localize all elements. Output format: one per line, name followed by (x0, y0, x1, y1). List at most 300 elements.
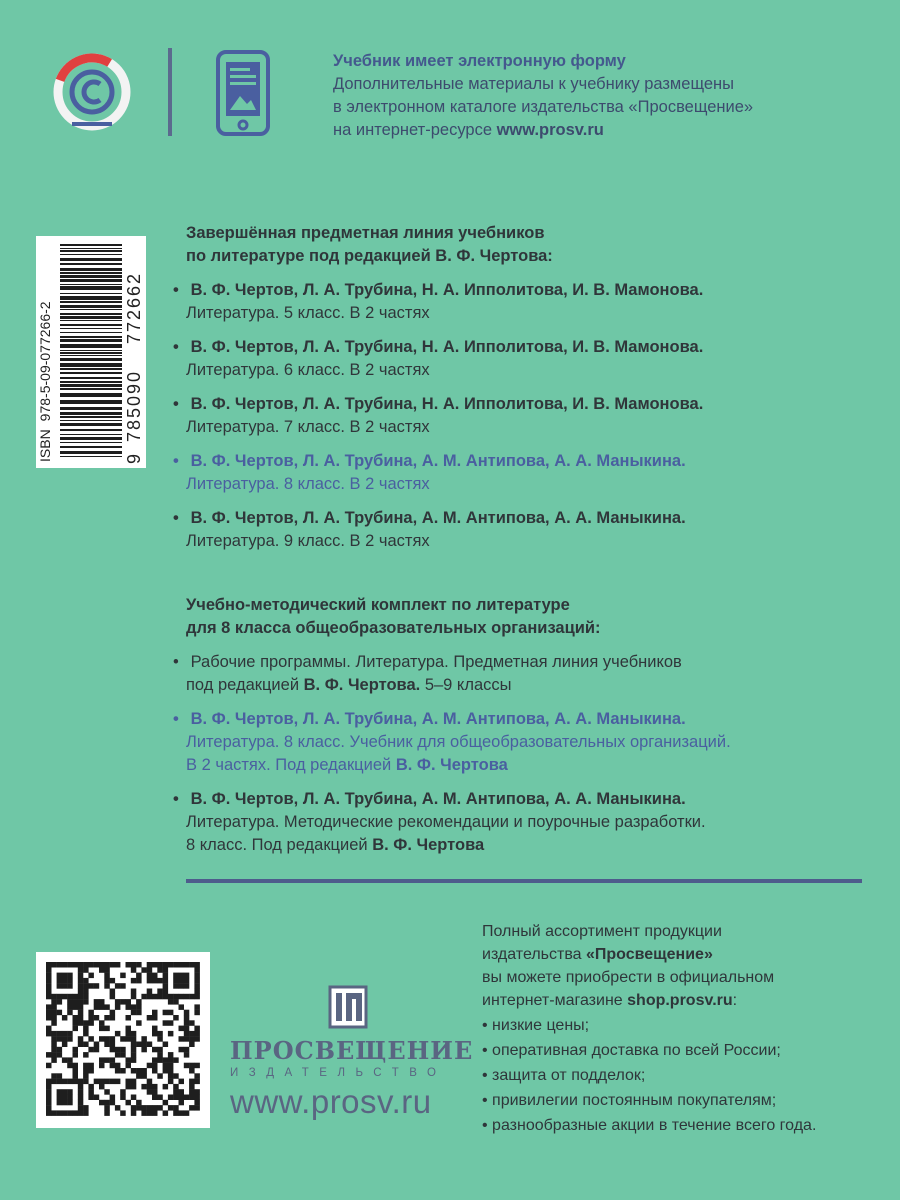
qr-cell (57, 1047, 63, 1053)
qr-cell (173, 1084, 179, 1090)
qr-cell (131, 962, 137, 968)
qr-cell (163, 1063, 169, 1069)
qr-cell (131, 978, 137, 984)
qr-cell (184, 1015, 190, 1021)
qr-cell (62, 1036, 68, 1042)
qr-cell (157, 1047, 163, 1053)
qr-cell (184, 983, 190, 989)
qr-cell (88, 1020, 94, 1026)
qr-cell (99, 1084, 105, 1090)
qr-cell (179, 1004, 185, 1010)
brand-name: ПРОСВЕЩЕНИЕ (230, 1036, 474, 1065)
qr-cell (78, 1105, 84, 1111)
qr-cell (120, 1047, 126, 1053)
qr-cell (78, 1110, 84, 1116)
item-line: 8 класс. Под редакцией (186, 836, 373, 854)
qr-cell (99, 1057, 105, 1063)
qr-cell (179, 978, 185, 984)
qr-cell (110, 1063, 116, 1069)
qr-cell (57, 1095, 63, 1101)
qr-cell (184, 973, 190, 979)
isbn-label: ISBN (37, 429, 53, 462)
qr-cell (120, 973, 126, 979)
qr-cell (126, 1063, 132, 1069)
item-title: Литература. 7 класс. В 2 частях (186, 418, 430, 436)
eform-line1: Дополнительные материалы к учебнику размещены (333, 75, 734, 93)
qr-cell (88, 1010, 94, 1016)
item-title: Литература. 9 класс. В 2 частях (186, 532, 430, 550)
teaching-kit-section (173, 594, 886, 857)
qr-cell (51, 1010, 57, 1016)
qr-cell (62, 1015, 68, 1021)
list-item: • защита от подделок; (482, 1064, 882, 1087)
qr-cell (99, 1026, 105, 1032)
qr-cell (189, 1079, 195, 1085)
qr-cell (194, 1073, 200, 1079)
qr-cell (120, 1052, 126, 1058)
qr-cell (51, 1047, 57, 1053)
barcode-bar (60, 305, 122, 308)
qr-cell (104, 1015, 110, 1021)
shop-line2 (482, 943, 882, 966)
item-line: Литература. 8 класс. Учебник для общеобразовательных организаций. (186, 733, 731, 751)
qr-cell (88, 1047, 94, 1053)
qr-cell (46, 1084, 52, 1090)
electronic-form-notice (333, 50, 873, 142)
qr-cell (57, 994, 63, 1000)
qr-cell (46, 1105, 52, 1111)
barcode-bar (60, 250, 122, 252)
qr-cell (94, 1095, 100, 1101)
qr-cell (173, 1110, 179, 1116)
qr-cell (120, 1089, 126, 1095)
qr-cell (157, 994, 163, 1000)
brand-url[interactable]: www.prosv.ru (230, 1083, 432, 1120)
qr-cell (189, 1084, 195, 1090)
qr-cell (46, 1026, 52, 1032)
qr-cell (83, 994, 89, 1000)
qr-cell (115, 999, 121, 1005)
barcode-bar (60, 254, 122, 255)
qr-cell (131, 1010, 137, 1016)
qr-cell (110, 1047, 116, 1053)
qr-cell (147, 1105, 153, 1111)
eform-title: Учебник имеет электронную форму (333, 52, 626, 70)
eform-line3-text: на интернет-ресурсе (333, 121, 497, 139)
qr-cell (78, 973, 84, 979)
qr-cell (136, 1042, 142, 1048)
qr-cell (62, 1089, 68, 1095)
qr-cell (147, 962, 153, 968)
qr-cell (83, 1026, 89, 1032)
qr-cell (57, 978, 63, 984)
barcode-bar (60, 456, 122, 457)
barcode-bar (60, 336, 122, 338)
qr-cell (179, 983, 185, 989)
qr-cell (168, 1105, 174, 1111)
qr-cell (51, 994, 57, 1000)
qr-cell (62, 978, 68, 984)
qr-cell (194, 962, 200, 968)
qr-cell (168, 1052, 174, 1058)
qr-cell (115, 962, 121, 968)
qr-cell (115, 1079, 121, 1085)
qr-cell (62, 994, 68, 1000)
qr-cell (57, 1031, 63, 1037)
eform-line2: в электронном каталоге издательства «Просвещение» (333, 98, 754, 116)
qr-cell (131, 1057, 137, 1063)
qr-cell (67, 962, 73, 968)
list-item: • В. Ф. Чертов, Л. А. Трубина, А. М. Антипова, А. А. Маныкина. Литература. 9 класс. В 2 частях (186, 507, 886, 553)
list-item: • В. Ф. Чертов, Л. А. Трубина, А. М. Антипова, А. А. Маныкина. Литература. Методические рекомендации и поурочные разработки. 8 класс. Под редакцией В. Ф. Чертова (186, 788, 886, 857)
qr-cell (46, 1095, 52, 1101)
qr-cell (126, 1057, 132, 1063)
qr-cell (57, 962, 63, 968)
barcode-bar (60, 316, 122, 319)
qr-cell (62, 983, 68, 989)
barcode-bar (60, 324, 122, 326)
qr-cell (99, 967, 105, 973)
qr-cell (189, 1031, 195, 1037)
qr-cell (152, 1015, 158, 1021)
qr-cell (179, 1089, 185, 1095)
qr-cell (147, 967, 153, 973)
qr-cell (179, 1110, 185, 1116)
qr-cell (131, 1052, 137, 1058)
item-authors: В. Ф. Чертов, Л. А. Трубина, А. М. Антипова, А. А. Маныкина. (190, 790, 686, 808)
qr-cell (189, 1020, 195, 1026)
qr-cell (94, 1042, 100, 1048)
qr-cell (78, 994, 84, 1000)
qr-cell (120, 1110, 126, 1116)
qr-cell (152, 973, 158, 979)
qr-cell (78, 983, 84, 989)
qr-cell (115, 1031, 121, 1037)
qr-cell (157, 967, 163, 973)
qr-cell (189, 962, 195, 968)
qr-cell (57, 1036, 63, 1042)
qr-cell (83, 989, 89, 995)
qr-cell (104, 1026, 110, 1032)
qr-cell (57, 1010, 63, 1016)
item-editor: В. Ф. Чертова. (303, 676, 421, 694)
barcode-bar (60, 275, 122, 278)
qr-cell (163, 1110, 169, 1116)
qr-cell (73, 1110, 79, 1116)
list-item: • оперативная доставка по всей России; (482, 1039, 882, 1062)
qr-cell (194, 973, 200, 979)
barcode-bar (60, 332, 122, 333)
qr-cell (67, 1036, 73, 1042)
qr-cell (163, 962, 169, 968)
qr-cell (168, 1020, 174, 1026)
qr-cell (46, 1110, 52, 1116)
qr-cell (184, 1026, 190, 1032)
qr-cell (152, 1110, 158, 1116)
qr-cell (194, 1036, 200, 1042)
shop-url[interactable]: shop.prosv.ru (627, 992, 733, 1009)
isbn-barcode (36, 236, 146, 468)
qr-cell (62, 1057, 68, 1063)
qr-cell (104, 1036, 110, 1042)
qr-cell (78, 1042, 84, 1048)
barcode-bar (60, 309, 122, 310)
qr-cell (184, 1010, 190, 1016)
qr-cell (141, 1047, 147, 1053)
qr-cell (136, 1100, 142, 1106)
qr-cell (194, 1089, 200, 1095)
qr-cell (147, 1042, 153, 1048)
qr-cell (163, 989, 169, 995)
barcode-bar (60, 268, 122, 271)
qr-cell (147, 994, 153, 1000)
qr-cell (104, 962, 110, 968)
isbn-number: 978-5-09-077266-2 (37, 301, 53, 422)
barcode-bar (60, 388, 122, 390)
barcode-bar (60, 412, 122, 415)
qr-cell (99, 1079, 105, 1085)
qr-cell (46, 967, 52, 973)
qr-cell (104, 1057, 110, 1063)
qr-cell (179, 1095, 185, 1101)
qr-cell (104, 1089, 110, 1095)
qr-cell (67, 1004, 73, 1010)
qr-cell (120, 999, 126, 1005)
qr-cell (184, 1095, 190, 1101)
qr-cell (83, 983, 89, 989)
qr-cell (57, 999, 63, 1005)
item-line: Литература. Методические рекомендации и поурочные разработки. (186, 813, 706, 831)
qr-cell (189, 1089, 195, 1095)
qr-cell (147, 973, 153, 979)
qr-cell (67, 973, 73, 979)
qr-cell (110, 1010, 116, 1016)
barcode-bar (60, 352, 122, 354)
qr-cell (57, 1089, 63, 1095)
qr-cell (83, 1105, 89, 1111)
qr-cell (51, 1057, 57, 1063)
barcode-bar (60, 363, 122, 367)
qr-cell (104, 983, 110, 989)
shop-info (482, 920, 882, 1139)
qr-cell (131, 1036, 137, 1042)
qr-cell (131, 1042, 137, 1048)
qr-cell (67, 1095, 73, 1101)
item-title: Литература. 6 класс. В 2 частях (186, 361, 430, 379)
qr-cell (120, 983, 126, 989)
qr-cell (173, 983, 179, 989)
barcode-digits-group2: 772662 (124, 271, 144, 344)
barcode-bar (60, 358, 122, 361)
qr-cell (131, 1084, 137, 1090)
qr-cell (110, 1036, 116, 1042)
qr-cell (152, 1063, 158, 1069)
qr-cell (88, 983, 94, 989)
qr-cell (126, 1026, 132, 1032)
qr-cell (57, 1073, 63, 1079)
list-item: • Рабочие программы. Литература. Предметная линия учебников под редакцией В. Ф. Чертова. 5–9 классы (173, 653, 682, 694)
qr-cell (157, 1036, 163, 1042)
item-line: под редакцией (186, 676, 304, 694)
qr-cell (168, 1010, 174, 1016)
barcode-bar (60, 423, 122, 426)
qr-cell (51, 962, 57, 968)
qr-cell (99, 1100, 105, 1106)
qr-cell (189, 1063, 195, 1069)
qr-cell (194, 978, 200, 984)
qr-cell (73, 1068, 79, 1074)
barcode-bar (60, 350, 122, 351)
qr-cell (115, 1004, 121, 1010)
item-line: В 2 частях. Под редакцией (186, 756, 396, 774)
qr-cell (110, 1015, 116, 1021)
qr-cell (88, 1063, 94, 1069)
qr-cell (46, 1063, 52, 1069)
qr-cell (168, 1057, 174, 1063)
qr-cell (163, 994, 169, 1000)
qr-cell (168, 962, 174, 968)
qr-cell (184, 1063, 190, 1069)
section1-title-line1: Завершённая предметная линия учебников (186, 224, 545, 242)
qr-cell (184, 1047, 190, 1053)
isbn-text (37, 301, 53, 462)
qr-cell (152, 1010, 158, 1016)
brand-subtitle: ИЗДАТЕЛЬСТВО (230, 1067, 447, 1079)
qr-cell (168, 1079, 174, 1085)
qr-cell (88, 962, 94, 968)
qr-cell (83, 1073, 89, 1079)
qr-cell (51, 1031, 57, 1037)
qr-cell (179, 962, 185, 968)
qr-cell (78, 962, 84, 968)
qr-cell (152, 1089, 158, 1095)
qr-cell (78, 1100, 84, 1106)
barcode-bar (60, 355, 122, 356)
qr-cell (179, 1026, 185, 1032)
barcode-bar (60, 429, 122, 431)
eform-url[interactable]: www.prosv.ru (496, 121, 604, 139)
qr-cell (73, 1004, 79, 1010)
qr-cell (110, 994, 116, 1000)
qr-cell (147, 1110, 153, 1116)
barcode-bar (60, 393, 122, 397)
qr-cell (78, 1004, 84, 1010)
qr-cell (67, 1057, 73, 1063)
qr-cell (94, 1004, 100, 1010)
qr-cell (184, 1031, 190, 1037)
qr-cell (67, 1100, 73, 1106)
qr-cell (168, 1068, 174, 1074)
qr-cell (78, 1084, 84, 1090)
qr-cell (184, 1110, 190, 1116)
qr-cell (67, 1079, 73, 1085)
qr-cell (57, 1052, 63, 1058)
qr-cell (73, 1047, 79, 1053)
qr-cell (173, 1089, 179, 1095)
qr-cell (163, 973, 169, 979)
qr-cell (179, 973, 185, 979)
qr-cell (46, 989, 52, 995)
barcode-bar (60, 377, 122, 379)
qr-cell (94, 1079, 100, 1085)
qr-cell (141, 1073, 147, 1079)
qr-cell (94, 1015, 100, 1021)
qr-cell (157, 1031, 163, 1037)
barcode-bar (60, 420, 122, 421)
qr-cell (189, 994, 195, 1000)
qr-cell (173, 1073, 179, 1079)
qr-cell (194, 967, 200, 973)
item-title: Литература. 5 класс. В 2 частях (186, 304, 430, 322)
barcode-bar (60, 437, 122, 440)
barcode-bar (60, 272, 122, 274)
qr-cell (51, 1110, 57, 1116)
item-authors: В. Ф. Чертов, Л. А. Трубина, Н. А. Ипполитова, И. В. Мамонова. (190, 395, 704, 413)
qr-cell (46, 973, 52, 979)
qr-cell (62, 962, 68, 968)
qr-cell (46, 994, 52, 1000)
qr-cell (152, 962, 158, 968)
qr-cell (173, 962, 179, 968)
qr-cell (141, 1036, 147, 1042)
qr-cell (67, 983, 73, 989)
qr-cell (73, 994, 79, 1000)
barcode-bar (60, 244, 122, 246)
shop-publisher: «Просвещение» (585, 946, 713, 963)
qr-cell (88, 973, 94, 979)
qr-cell (173, 973, 179, 979)
qr-cell (131, 1079, 137, 1085)
barcode-bar (60, 442, 122, 443)
qr-cell (120, 1068, 126, 1074)
qr-cell (136, 1020, 142, 1026)
barcode-bar (60, 434, 122, 435)
qr-cell (78, 1010, 84, 1016)
barcode-bar (60, 339, 122, 342)
qr-cell (194, 1100, 200, 1106)
qr-cell (110, 1079, 116, 1085)
qr-cell (104, 1079, 110, 1085)
item-authors: В. Ф. Чертов, Л. А. Трубина, А. М. Антипова, А. А. Маныкина. (190, 509, 686, 527)
item-editor: В. Ф. Чертова (395, 756, 508, 774)
qr-cell (57, 983, 63, 989)
item-editor: В. Ф. Чертова (372, 836, 485, 854)
qr-code[interactable] (36, 952, 210, 1128)
item-authors: В. Ф. Чертов, Л. А. Трубина, А. М. Антипова, А. А. Маныкина. (190, 452, 686, 470)
qr-cell (83, 967, 89, 973)
qr-cell (194, 1010, 200, 1016)
list-item-current: • В. Ф. Чертов, Л. А. Трубина, А. М. Антипова, А. А. Маныкина. Литература. 8 класс. В 2 частях (186, 450, 886, 496)
list-item: • низкие цены; (482, 1014, 882, 1037)
qr-cell (184, 1036, 190, 1042)
qr-cell (104, 978, 110, 984)
top-divider (168, 48, 172, 136)
qr-cell (157, 962, 163, 968)
qr-cell (136, 1105, 142, 1111)
barcode-bar (60, 248, 122, 249)
qr-cell (115, 1047, 121, 1053)
qr-cell (88, 1068, 94, 1074)
qr-cell (67, 1110, 73, 1116)
qr-cell (194, 1026, 200, 1032)
qr-cell (126, 1084, 132, 1090)
qr-cell (126, 1079, 132, 1085)
barcode-bar (60, 284, 122, 285)
qr-cell (131, 1110, 137, 1116)
qr-cell (189, 1105, 195, 1111)
list-item: • В. Ф. Чертов, Л. А. Трубина, Н. А. Ипполитова, И. В. Мамонова. Литература. 6 класс. В 2 частях (186, 336, 886, 382)
qr-cell (62, 1095, 68, 1101)
